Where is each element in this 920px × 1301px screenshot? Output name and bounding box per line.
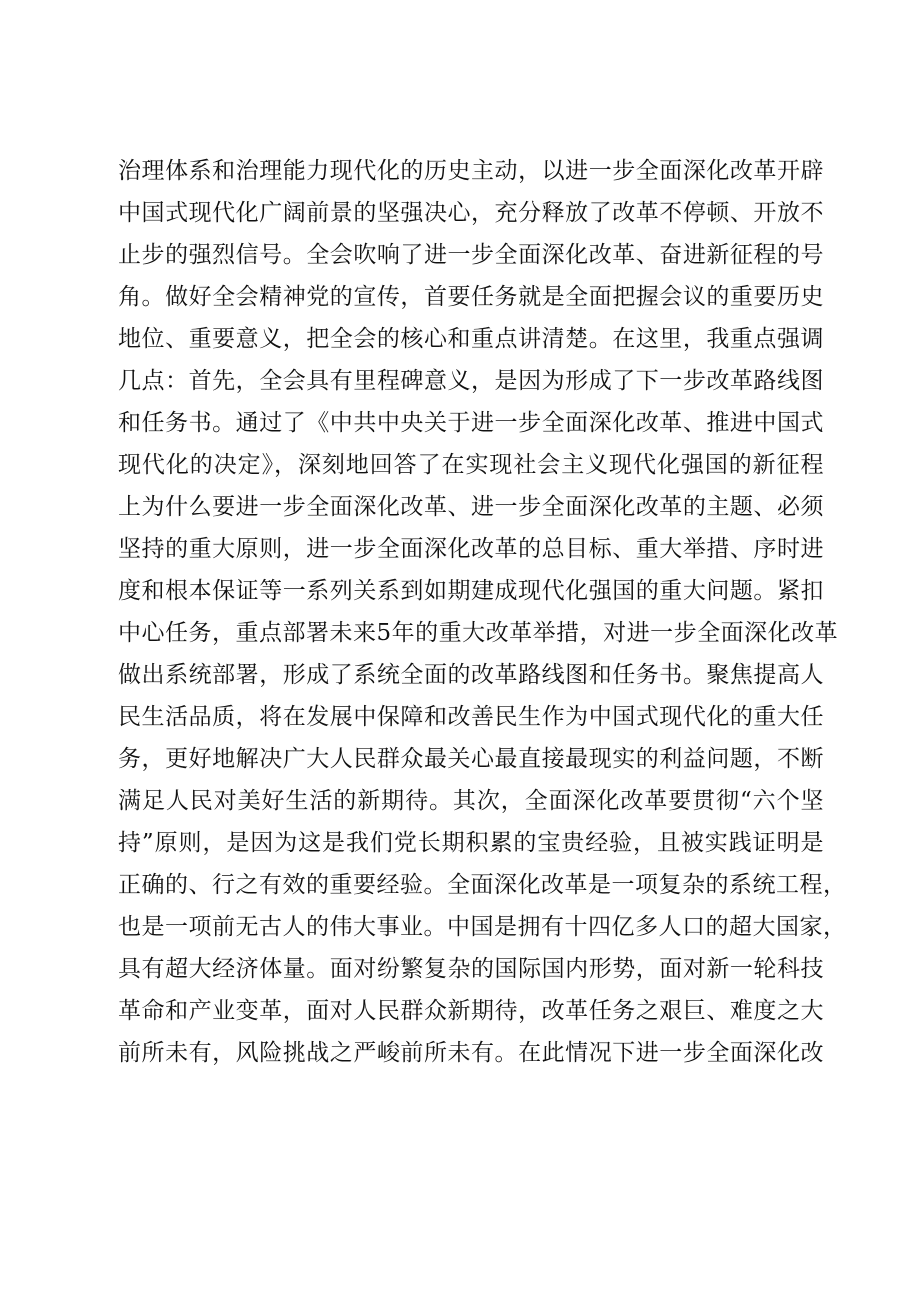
text-line: 前所未有，风险挑战之严峻前所未有。在此情况下进一步全面深化改 (118, 1040, 824, 1066)
text-line: 也是一项前无古人的伟大事业。中国是拥有十四亿多人口的超大国家， (118, 914, 847, 940)
text-line: 地位、重要意义，把全会的核心和重点讲清楚。在这里，我重点强调 (118, 326, 824, 352)
text-line: 满足人民对美好生活的新期待。其次，全面深化改革要贯彻“六个坚 (118, 788, 824, 814)
text-line: 止步的强烈信号。全会吹响了进一步全面深化改革、奋进新征程的号 (118, 242, 824, 268)
text-line: 革命和产业变革，面对人民群众新期待，改革任务之艰巨、难度之大 (118, 998, 824, 1024)
text-line: 度和根本保证等一系列关系到如期建成现代化强国的重大问题。紧扣 (118, 578, 824, 604)
text-line: 角。做好全会精神党的宣传，首要任务就是全面把握会议的重要历史 (118, 284, 824, 310)
text-line: 中国式现代化广阔前景的坚强决心，充分释放了改革不停顿、开放不 (118, 200, 824, 226)
text-line: 现代化的决定》，深刻地回答了在实现社会主义现代化强国的新征程 (118, 452, 824, 478)
text-line: 具有超大经济体量。面对纷繁复杂的国际国内形势，面对新一轮科技 (118, 956, 824, 982)
text-line: 务，更好地解决广大人民群众最关心最直接最现实的利益问题，不断 (118, 746, 824, 772)
body-paragraph (118, 150, 847, 1074)
text-line: 中心任务，重点部署未来5年的重大改革举措，对进一步全面深化改革 (118, 620, 839, 646)
text-line: 治理体系和治理能力现代化的历史主动，以进一步全面深化改革开辟 (118, 158, 824, 184)
text-line: 坚持的重大原则，进一步全面深化改革的总目标、重大举措、序时进 (118, 536, 824, 562)
text-line: 做出系统部署，形成了系统全面的改革路线图和任务书。聚焦提高人 (118, 662, 824, 688)
text-line: 正确的、行之有效的重要经验。全面深化改革是一项复杂的系统工程， (118, 872, 847, 898)
text-line: 持”原则，是因为这是我们党长期积累的宝贵经验，且被实践证明是 (118, 830, 824, 856)
text-line: 和任务书。通过了《中共中央关于进一步全面深化改革、推进中国式 (118, 410, 824, 436)
text-line: 上为什么要进一步全面深化改革、进一步全面深化改革的主题、必须 (118, 494, 824, 520)
text-line: 几点：首先，全会具有里程碑意义，是因为形成了下一步改革路线图 (118, 368, 824, 394)
text-line: 民生活品质，将在发展中保障和改善民生作为中国式现代化的重大任 (118, 704, 824, 730)
